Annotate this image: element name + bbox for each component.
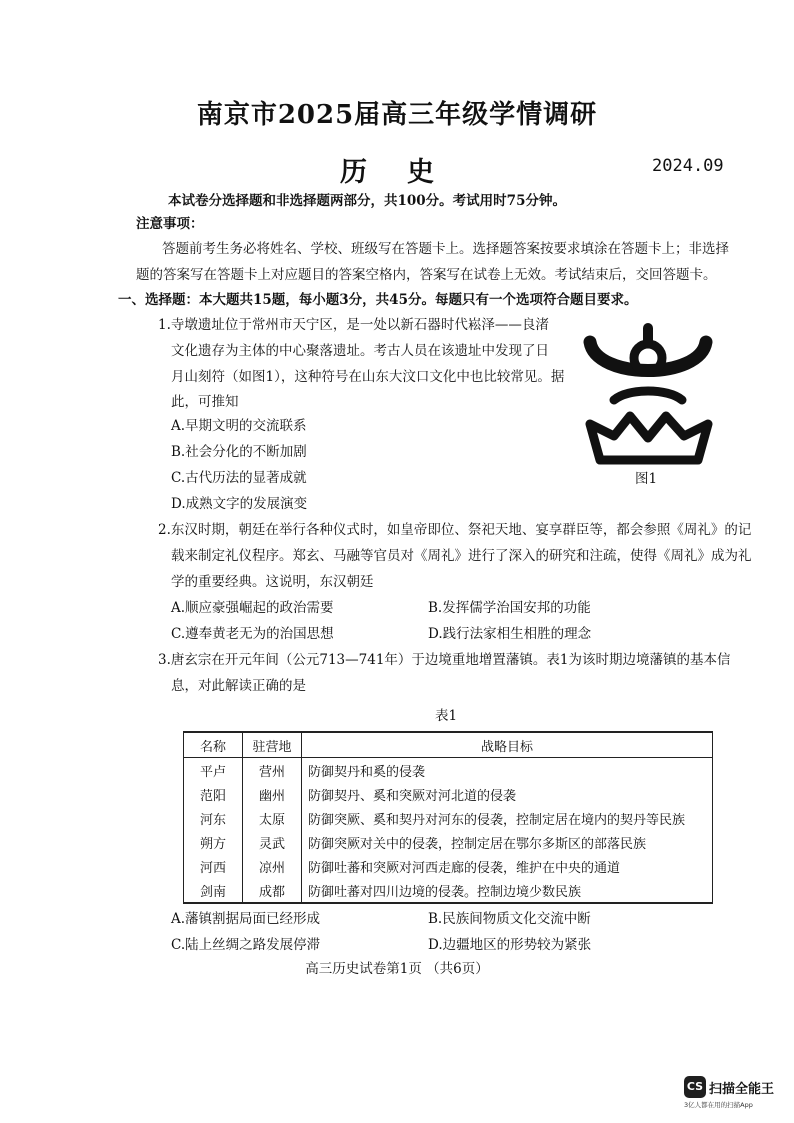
table-cell-goal: 防御突厥、奚和契丹对河东的侵袭，控制定居在境内的契丹等民族 [302,806,713,830]
q1-line-1: 1.寺墩遗址位于常州市天宁区，是一处以新石器时代崧泽——良渚 [158,317,549,333]
notice-line-1: 答题前考生务必将姓名、学校、班级写在答题卡上。选择题答案按要求填涂在答题卡上；非选择 [162,241,729,257]
table-row [184,758,713,783]
table-cell-goal: 防御突厥对关中的侵袭，控制定居在鄂尔多斯区的部落民族 [302,830,713,854]
q2-option-d: D.践行法家相生相胜的理念 [428,626,592,642]
table-row [184,878,713,903]
q1-line-3: 月山刻符（如图1），这种符号在山东大汶口文化中也比较常见。据 [171,369,565,385]
q2-line-1: 2.东汉时期，朝廷在举行各种仪式时，如皇帝即位、祭祀天地、宴享群臣等，都会参照《周礼》的记 [158,522,752,538]
watermark-tagline: 3亿人都在用的扫描App [684,1101,753,1109]
table-cell-name: 剑南 [184,878,243,903]
figure-1-caption: 图1 [635,471,658,487]
table-row [184,782,713,806]
scanner-watermark [684,1076,784,1112]
table-cell-station: 幽州 [243,782,302,806]
table-cell-name: 范阳 [184,782,243,806]
table-row [184,830,713,854]
section-heading: 一、选择题：本大题共15题，每小题3分，共45分。每题只有一个选项符合题目要求。 [118,292,638,308]
table-cell-station: 营州 [243,758,302,783]
q1-option-a: A.早期文明的交流联系 [171,418,307,434]
table-header-station: 驻营地 [243,732,302,758]
notice-label: 注意事项： [136,216,204,232]
q2-option-c: C.遵奉黄老无为的治国思想 [171,626,334,642]
table-header-goal: 战略目标 [302,732,713,758]
exam-summary: 本试卷分选择题和非选择题两部分，共100分。考试用时75分钟。 [168,193,566,209]
table-cell-name: 朔方 [184,830,243,854]
table-header-name: 名称 [184,732,243,758]
q3-line-1: 3.唐玄宗在开元年间（公元713—741年）于边境重地增置藩镇。表1为该时期边境藩镇的基本信 [158,652,731,668]
q2-line-3: 学的重要经典。这说明，东汉朝廷 [171,574,374,590]
watermark-name: 扫描全能王 [709,1081,775,1097]
table-row [184,854,713,878]
table-cell-station: 灵武 [243,830,302,854]
table-header-row [184,732,713,758]
table-cell-goal: 防御契丹、奚和突厥对河北道的侵袭 [302,782,713,806]
table-cell-station: 凉州 [243,854,302,878]
q3-option-d: D.边疆地区的形势较为紧张 [428,937,592,953]
q1-option-c: C.古代历法的显著成就 [171,470,307,486]
q1-option-b: B.社会分化的不断加剧 [171,444,307,460]
notice-line-2: 题的答案写在答题卡上对应题目的答案空格内，答案写在试卷上无效。考试结束后，交回答题卡。 [136,267,717,283]
q2-option-a: A.顺应豪强崛起的政治需要 [171,600,334,616]
q2-line-2: 载来制定礼仪程序。郑玄、马融等官员对《周礼》进行了深入的研究和注疏，使得《周礼》成为礼 [171,548,752,564]
table-cell-station: 太原 [243,806,302,830]
q1-option-d: D.成熟文字的发展演变 [171,496,308,512]
table-cell-station: 成都 [243,878,302,903]
table-cell-goal: 防御吐蕃和突厥对河西走廊的侵袭，维护在中央的通道 [302,854,713,878]
sun-moon-mountain-glyph-figure [578,320,718,468]
q3-option-b: B.民族间物质文化交流中断 [428,911,591,927]
table-1 [183,731,713,904]
table-cell-goal: 防御契丹和奚的侵袭 [302,758,713,783]
q2-option-b: B.发挥儒学治国安邦的功能 [428,600,591,616]
page-footer: 高三历史试卷第1页 （共6页） [305,961,489,977]
table-cell-name: 平卢 [184,758,243,783]
q3-line-2: 息，对此解读正确的是 [171,678,306,694]
table-row [184,806,713,830]
exam-date: 2024.09 [652,156,724,176]
table-1-caption: 表1 [435,708,458,724]
q3-option-a: A.藩镇割据局面已经形成 [171,911,321,927]
q1-line-4: 此，可推知 [171,394,239,410]
subject-title: 历史 [340,157,474,188]
camscanner-logo-icon: CS [684,1076,706,1098]
table-cell-name: 河西 [184,854,243,878]
table-cell-goal: 防御吐蕃对四川边境的侵袭。控制边境少数民族 [302,878,713,903]
q3-option-c: C.陆上丝绸之路发展停滞 [171,937,321,953]
table-cell-name: 河东 [184,806,243,830]
q1-line-2: 文化遗存为主体的中心聚落遗址。考古人员在该遗址中发现了日 [171,343,549,359]
exam-title: 南京市2025届高三年级学情调研 [196,100,598,130]
